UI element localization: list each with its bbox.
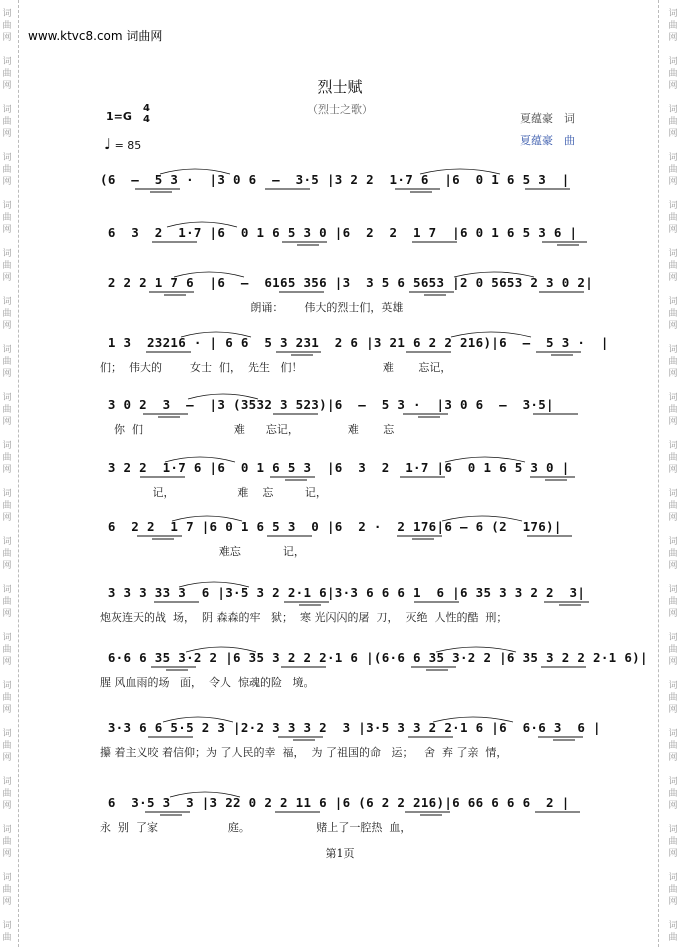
watermark-char: 网 [2, 81, 12, 91]
watermark-char: 网 [668, 657, 678, 667]
watermark-char: 网 [2, 561, 12, 571]
watermark-char: 网 [668, 273, 678, 283]
watermark-char: 曲 [668, 309, 678, 319]
watermark-char: 词 [668, 777, 678, 787]
lyric-line: 腥 风血雨的场 面， 令人 惊魂的险 境。 [100, 676, 315, 689]
watermark-char: 网 [2, 897, 12, 907]
watermark-char: 曲 [2, 69, 12, 79]
watermark-char: 词 [668, 393, 678, 403]
watermark-char: 曲 [668, 645, 678, 655]
notation-line: 6 3 2 1·7 |6 0 1 6 5 3 0 |6 2 2 1 7 |6 0 1 6 5 3 6 | [100, 225, 578, 240]
watermark-char: 网 [668, 369, 678, 379]
watermark-char: 网 [668, 513, 678, 523]
watermark-char: 词 [2, 201, 12, 211]
watermark-char: 网 [2, 33, 12, 43]
watermark-char: 词 [2, 537, 12, 547]
watermark-char: 曲 [2, 21, 12, 31]
watermark-char: 曲 [668, 693, 678, 703]
watermark-char: 曲 [668, 21, 678, 31]
watermark-char: 词 [2, 681, 12, 691]
watermark-char: 网 [668, 81, 678, 91]
watermark-char: 词 [2, 729, 12, 739]
watermark-char: 网 [668, 561, 678, 571]
watermark-char: 词 [668, 633, 678, 643]
watermark-char: 词 [2, 441, 12, 451]
watermark-char: 曲 [668, 117, 678, 127]
watermark-char: 词 [668, 153, 678, 163]
notation-line: (6 – 5 3 · |3 0 6 – 3·5 |3 2 2 1·7 6 |6 0 1 6 5 3 | [100, 172, 570, 187]
watermark-char: 网 [668, 753, 678, 763]
watermark-char: 词 [668, 57, 678, 67]
watermark-char: 词 [2, 921, 12, 931]
watermark-char: 词 [2, 777, 12, 787]
watermark-char: 曲 [668, 405, 678, 415]
watermark-char: 曲 [668, 549, 678, 559]
watermark-char: 词 [668, 249, 678, 259]
key-signature: 1=G [106, 110, 132, 123]
watermark-char: 词 [668, 681, 678, 691]
watermark-char: 词 [2, 9, 12, 19]
watermark-char: 曲 [2, 501, 12, 511]
watermark-char: 词 [668, 105, 678, 115]
page-number: 第1页 [325, 847, 355, 860]
watermark-char: 曲 [2, 693, 12, 703]
notation-line: 6 3·5 3 3 |3 22 0 2 2 11 6 |6 (6 2 2 216)|6 66 6 6 6 2 | [100, 795, 570, 810]
watermark-char: 网 [668, 321, 678, 331]
song-title: 烈士赋 [317, 78, 363, 96]
watermark-char: 网 [2, 321, 12, 331]
left-margin-line [18, 0, 19, 947]
lyric-line: 难忘 记， [100, 545, 305, 558]
watermark-char: 词 [2, 57, 12, 67]
watermark-char: 网 [668, 897, 678, 907]
watermark-char: 词 [2, 105, 12, 115]
watermark-char: 网 [2, 513, 12, 523]
composer-credit: 夏蕴豪 曲 [520, 134, 575, 147]
watermark-char: 曲 [668, 885, 678, 895]
notation-line: 6 2 2 1 7 |6 0 1 6 5 3 0 |6 2 · 2 176|6 – 6 (2 176)| [100, 519, 562, 534]
watermark-char: 网 [668, 417, 678, 427]
watermark-char: 曲 [2, 213, 12, 223]
watermark-char: 词 [668, 201, 678, 211]
watermark-char: 网 [2, 417, 12, 427]
watermark-char: 网 [668, 33, 678, 43]
notation-line: 3 0 2 3 – |3 (3532 3 523)|6 – 5 3 · |3 0 6 – 3·5| [100, 397, 554, 412]
watermark-char: 曲 [668, 501, 678, 511]
watermark-char: 网 [2, 273, 12, 283]
time-signature-top: 4 [143, 103, 150, 114]
watermark-char: 曲 [2, 261, 12, 271]
watermark-char: 词 [668, 825, 678, 835]
site-header: www.ktvc8.com 词曲网 [28, 29, 163, 43]
watermark-char: 曲 [2, 789, 12, 799]
lyric-line: 永 别 了家 庭。 赌上了一腔热 血， [100, 821, 412, 834]
watermark-char: 词 [668, 873, 678, 883]
watermark-char: 网 [2, 657, 12, 667]
quarter-note-icon: ♩ [104, 135, 112, 153]
watermark-char: 词 [668, 9, 678, 19]
watermark-char: 网 [668, 177, 678, 187]
watermark-left [0, 0, 14, 947]
watermark-char: 曲 [668, 741, 678, 751]
watermark-char: 网 [2, 225, 12, 235]
song-subtitle: （烈士之歌） [307, 103, 373, 116]
watermark-char: 词 [668, 441, 678, 451]
watermark-char: 曲 [2, 165, 12, 175]
notation-line: 6·6 6 35 3·2 2 |6 35 3 2 2 2·1 6 |(6·6 6 35 3·2 2 |6 35 3 2 2 2·1 6)| [100, 650, 648, 665]
watermark-right [666, 0, 680, 947]
watermark-char: 网 [668, 849, 678, 859]
watermark-char: 曲 [2, 741, 12, 751]
watermark-char: 网 [2, 129, 12, 139]
watermark-char: 曲 [2, 837, 12, 847]
watermark-char: 词 [668, 585, 678, 595]
watermark-char: 词 [2, 873, 12, 883]
watermark-char: 词 [2, 345, 12, 355]
time-signature-bottom: 4 [143, 114, 150, 125]
lyric-line: 炮灰连天的战 场， 阴 森森的牢 狱； 寒 光闪闪的屠 刀， 灭绝 人性的酷 刑； [100, 611, 508, 624]
watermark-char: 网 [2, 705, 12, 715]
watermark-char: 词 [668, 489, 678, 499]
watermark-char: 网 [668, 609, 678, 619]
watermark-char: 曲 [2, 309, 12, 319]
watermark-char: 词 [2, 153, 12, 163]
watermark-char: 词 [2, 393, 12, 403]
watermark-char: 词 [2, 585, 12, 595]
watermark-char: 曲 [668, 789, 678, 799]
tempo-value: = 85 [114, 139, 142, 152]
lyricist-credit: 夏蕴豪 词 [520, 112, 575, 125]
watermark-char: 曲 [2, 357, 12, 367]
watermark-char: 网 [2, 609, 12, 619]
watermark-char: 词 [2, 633, 12, 643]
notation-line: 3 2 2 1·7 6 |6 0 1 6 5 3 |6 3 2 1·7 |6 0 1 6 5 3 0 | [100, 460, 570, 475]
watermark-char: 词 [2, 825, 12, 835]
right-margin-line [658, 0, 659, 947]
lyric-line: 攥 着主义咬 着信仰；为 了人民的幸 福， 为 了祖国的命 运； 舍 弃 了亲 情， [100, 746, 508, 759]
watermark-char: 曲 [668, 933, 678, 943]
lyric-line: 记， 难 忘 记， [100, 486, 327, 499]
watermark-char: 词 [668, 921, 678, 931]
notation-line: 3 3 3 33 3 6 |3·5 3 2 2·1 6|3·3 6 6 6 1 6 |6 35 3 3 2 2 3| [100, 585, 586, 600]
watermark-char: 曲 [668, 165, 678, 175]
watermark-char: 网 [2, 369, 12, 379]
watermark-char: 曲 [668, 837, 678, 847]
watermark-char: 曲 [668, 213, 678, 223]
notation-line: 1 3 23216 · | 6 6 5 3 231 2 6 |3 21 6 2 2 216)|6 – 5 3 · | [100, 335, 609, 350]
watermark-char: 曲 [2, 117, 12, 127]
watermark-char: 曲 [2, 549, 12, 559]
watermark-char: 曲 [668, 69, 678, 79]
watermark-char: 词 [668, 345, 678, 355]
lyric-line: 你 们 难 忘记， 难 忘 [100, 423, 395, 436]
watermark-char: 网 [668, 225, 678, 235]
watermark-char: 曲 [668, 261, 678, 271]
watermark-char: 网 [2, 177, 12, 187]
watermark-char: 曲 [2, 645, 12, 655]
notation-line: 3·3 6 6 5·5 2 3 |2·2 3 3 3 2 3 |3·5 3 3 2 2·1 6 |6 6·6 3 6 | [100, 720, 601, 735]
watermark-char: 网 [2, 465, 12, 475]
watermark-char: 曲 [2, 933, 12, 943]
watermark-char: 词 [2, 297, 12, 307]
watermark-char: 词 [668, 297, 678, 307]
watermark-char: 曲 [668, 453, 678, 463]
tempo-mark [104, 135, 141, 153]
watermark-char: 词 [2, 489, 12, 499]
watermark-char: 网 [2, 801, 12, 811]
watermark-char: 网 [2, 849, 12, 859]
watermark-char: 网 [668, 705, 678, 715]
notation-line: 2 2 2 1 7 6 |6 – 6165 356 |3 3 5 6 5653 |2 0 5653 2 3 0 2| [100, 275, 594, 290]
watermark-char: 曲 [2, 405, 12, 415]
watermark-char: 网 [2, 753, 12, 763]
watermark-char: 曲 [668, 597, 678, 607]
watermark-char: 词 [668, 537, 678, 547]
watermark-char: 曲 [668, 357, 678, 367]
watermark-char: 词 [668, 729, 678, 739]
watermark-char: 网 [668, 129, 678, 139]
watermark-char: 网 [668, 465, 678, 475]
watermark-char: 曲 [2, 885, 12, 895]
watermark-char: 网 [668, 801, 678, 811]
lyric-line: 朗诵： 伟大的烈士们，英雄 [100, 301, 404, 314]
watermark-char: 曲 [2, 597, 12, 607]
lyric-line: 们； 伟大的 女士 们， 先生 们！ 难 忘记， [100, 361, 452, 374]
watermark-char: 曲 [2, 453, 12, 463]
watermark-char: 词 [2, 249, 12, 259]
time-signature [143, 103, 150, 125]
